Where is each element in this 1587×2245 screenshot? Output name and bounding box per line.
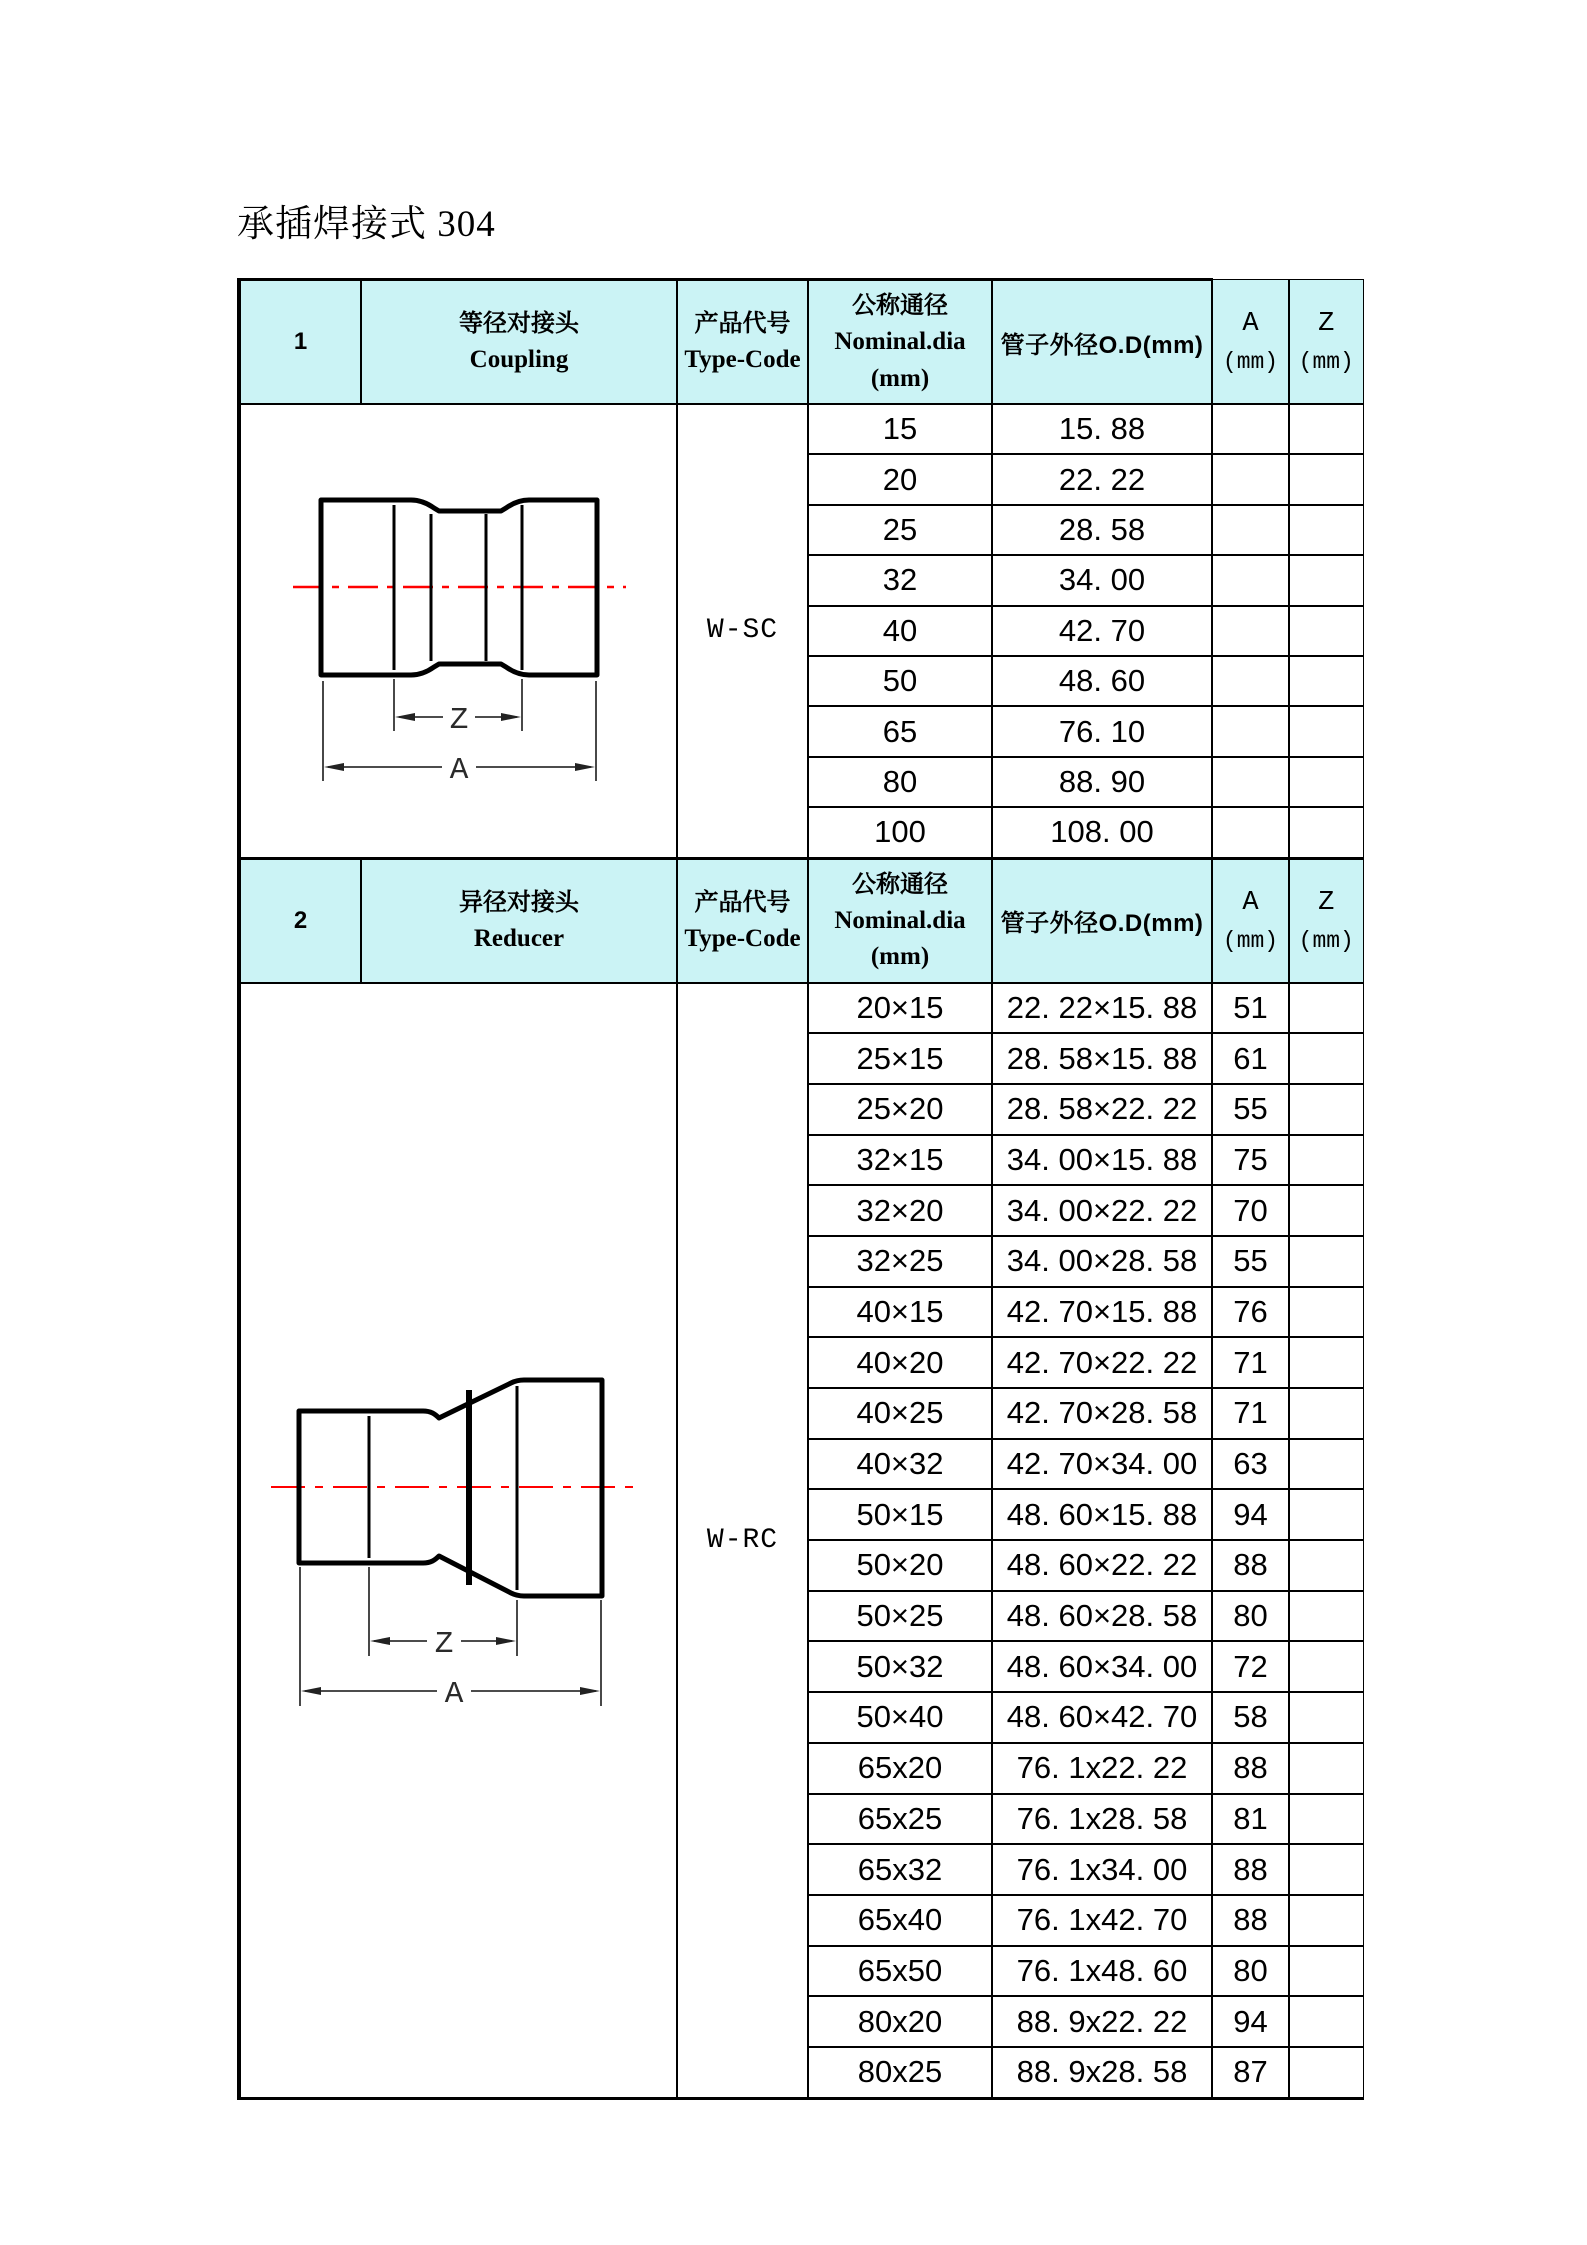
od-cell: 42. 70×22. 22 — [992, 1337, 1212, 1388]
a-cell — [1212, 807, 1289, 858]
a-cell — [1212, 555, 1289, 605]
a-col-header: A (mm) — [1212, 860, 1289, 983]
nominal-cell: 80x20 — [808, 1996, 992, 2047]
z-cell — [1289, 454, 1363, 504]
z-cell — [1289, 1388, 1363, 1439]
od-cell: 48. 60×15. 88 — [992, 1489, 1212, 1540]
section-name-en: Coupling — [469, 346, 569, 374]
a-cell: 94 — [1212, 1996, 1289, 2047]
nominal-cell: 40 — [808, 606, 992, 656]
reducer-section-table — [237, 860, 1364, 2100]
od-header: 管子外径O.D(mm) — [992, 280, 1212, 405]
nominal-cell: 32×25 — [808, 1236, 992, 1287]
od-cell: 48. 60×28. 58 — [992, 1591, 1212, 1642]
nominal-cell: 20×15 — [808, 983, 992, 1034]
od-cell: 48. 60 — [992, 656, 1212, 706]
od-cell: 34. 00 — [992, 555, 1212, 605]
a-cell: 70 — [1212, 1185, 1289, 1236]
z-cell — [1289, 1946, 1363, 1997]
a-cell — [1212, 656, 1289, 706]
od-cell: 28. 58×22. 22 — [992, 1084, 1212, 1135]
type-code-value: W-RC — [677, 983, 808, 2099]
od-cell: 34. 00×15. 88 — [992, 1135, 1212, 1186]
a-cell — [1212, 454, 1289, 504]
od-cell: 22. 22×15. 88 — [992, 983, 1212, 1034]
z-cell — [1289, 757, 1363, 807]
dim-z-label: Z — [449, 703, 469, 738]
a-cell: 51 — [1212, 983, 1289, 1034]
coupling-section-table — [237, 278, 1364, 860]
nominal-cell: 32×20 — [808, 1185, 992, 1236]
nominal-cell: 50 — [808, 656, 992, 706]
z-cell — [1289, 404, 1363, 454]
fittings-table — [237, 278, 1361, 2100]
table-row — [239, 983, 1363, 1034]
z-cell — [1289, 2047, 1363, 2098]
a-cell: 80 — [1212, 1591, 1289, 1642]
nominal-cell: 25×15 — [808, 1033, 992, 1084]
arrow-icon — [501, 713, 521, 721]
od-cell: 42. 70 — [992, 606, 1212, 656]
nominal-cell: 40×20 — [808, 1337, 992, 1388]
section-number: 1 — [239, 280, 361, 405]
od-cell: 88. 9x28. 58 — [992, 2047, 1212, 2098]
a-cell: 88 — [1212, 1540, 1289, 1591]
a-cell: 55 — [1212, 1084, 1289, 1135]
coupling-header-row — [239, 280, 1363, 405]
od-cell: 34. 00×28. 58 — [992, 1236, 1212, 1287]
section-number: 2 — [239, 860, 361, 983]
coupling-drawing — [241, 405, 677, 839]
od-cell: 42. 70×15. 88 — [992, 1287, 1212, 1338]
a-cell: 87 — [1212, 2047, 1289, 2098]
z-cell — [1289, 656, 1363, 706]
nominal-cell: 65x50 — [808, 1946, 992, 1997]
od-header: 管子外径O.D(mm) — [992, 860, 1212, 983]
reducer-header-row — [239, 860, 1363, 983]
od-cell: 88. 90 — [992, 757, 1212, 807]
od-cell: 42. 70×28. 58 — [992, 1388, 1212, 1439]
dim-a-label: A — [444, 1676, 464, 1712]
nominal-dia-header: 公称通径 Nominal.dia (mm) — [808, 860, 992, 983]
nominal-cell: 32×15 — [808, 1135, 992, 1186]
nominal-cell: 32 — [808, 555, 992, 605]
dim-a-label: A — [449, 753, 469, 788]
a-cell: 88 — [1212, 1844, 1289, 1895]
od-cell: 76. 10 — [992, 706, 1212, 756]
a-cell: 76 — [1212, 1287, 1289, 1338]
od-cell: 108. 00 — [992, 807, 1212, 858]
z-cell — [1289, 1996, 1363, 2047]
arrow-icon — [370, 1637, 390, 1645]
nominal-cell: 15 — [808, 404, 992, 454]
z-cell — [1289, 983, 1363, 1034]
nominal-cell: 100 — [808, 807, 992, 858]
type-code-header: 产品代号 Type-Code — [677, 860, 808, 983]
z-cell — [1289, 1084, 1363, 1135]
section-name — [361, 280, 677, 405]
nominal-cell: 50×32 — [808, 1641, 992, 1692]
nominal-cell: 50×20 — [808, 1540, 992, 1591]
od-cell: 48. 60×42. 70 — [992, 1692, 1212, 1743]
a-cell: 55 — [1212, 1236, 1289, 1287]
z-cell — [1289, 1743, 1363, 1794]
arrow-icon — [395, 713, 415, 721]
section-name — [361, 860, 677, 983]
z-cell — [1289, 807, 1363, 858]
a-cell: 58 — [1212, 1692, 1289, 1743]
arrow-icon — [324, 763, 344, 771]
nominal-cell: 40×32 — [808, 1439, 992, 1490]
od-cell: 76. 1x34. 00 — [992, 1844, 1212, 1895]
od-cell: 28. 58 — [992, 505, 1212, 555]
nominal-dia-header: 公称通径 Nominal.dia (mm) — [808, 280, 992, 405]
od-cell: 15. 88 — [992, 404, 1212, 454]
nominal-cell: 65x25 — [808, 1794, 992, 1845]
section-name-en: Reducer — [473, 924, 565, 952]
a-cell — [1212, 757, 1289, 807]
z-cell — [1289, 1844, 1363, 1895]
od-cell: 48. 60×22. 22 — [992, 1540, 1212, 1591]
nominal-cell: 65x20 — [808, 1743, 992, 1794]
a-cell: 81 — [1212, 1794, 1289, 1845]
z-cell — [1289, 1337, 1363, 1388]
z-cell — [1289, 1692, 1363, 1743]
nominal-cell: 25×20 — [808, 1084, 992, 1135]
arrow-icon — [580, 1687, 600, 1695]
reducer-drawing-cell — [239, 983, 677, 2099]
z-cell — [1289, 1641, 1363, 1692]
nominal-cell: 50×15 — [808, 1489, 992, 1540]
od-cell: 88. 9x22. 22 — [992, 1996, 1212, 2047]
nominal-cell: 25 — [808, 505, 992, 555]
z-cell — [1289, 1489, 1363, 1540]
z-cell — [1289, 505, 1363, 555]
a-cell: 75 — [1212, 1135, 1289, 1186]
nominal-cell: 40×25 — [808, 1388, 992, 1439]
od-cell: 28. 58×15. 88 — [992, 1033, 1212, 1084]
z-cell — [1289, 555, 1363, 605]
arrow-icon — [575, 763, 595, 771]
z-cell — [1289, 1033, 1363, 1084]
coupling-drawing-cell — [239, 404, 677, 858]
z-cell — [1289, 1895, 1363, 1946]
z-cell — [1289, 1540, 1363, 1591]
a-cell: 94 — [1212, 1489, 1289, 1540]
z-cell — [1289, 1591, 1363, 1642]
od-cell: 22. 22 — [992, 454, 1212, 504]
a-cell: 63 — [1212, 1439, 1289, 1490]
a-cell — [1212, 505, 1289, 555]
z-cell — [1289, 1287, 1363, 1338]
a-col-header: A (mm) — [1212, 280, 1289, 405]
od-cell: 48. 60×34. 00 — [992, 1641, 1212, 1692]
a-cell: 88 — [1212, 1895, 1289, 1946]
a-cell — [1212, 404, 1289, 454]
a-cell: 61 — [1212, 1033, 1289, 1084]
page-title: 承插焊接式 304 — [237, 204, 496, 245]
arrow-icon — [301, 1687, 321, 1695]
a-cell: 88 — [1212, 1743, 1289, 1794]
od-cell: 34. 00×22. 22 — [992, 1185, 1212, 1236]
z-cell — [1289, 1135, 1363, 1186]
nominal-cell: 80x25 — [808, 2047, 992, 2098]
a-cell: 72 — [1212, 1641, 1289, 1692]
nominal-cell: 50×25 — [808, 1591, 992, 1642]
od-cell: 76. 1x42. 70 — [992, 1895, 1212, 1946]
nominal-cell: 65x32 — [808, 1844, 992, 1895]
z-col-header: Z (mm) — [1289, 280, 1363, 405]
nominal-cell: 20 — [808, 454, 992, 504]
nominal-cell: 65 — [808, 706, 992, 756]
z-cell — [1289, 606, 1363, 656]
dim-z-label: Z — [434, 1626, 454, 1662]
z-cell — [1289, 1794, 1363, 1845]
a-cell — [1212, 606, 1289, 656]
section-name-cn: 异径对接头 — [459, 888, 579, 916]
z-cell — [1289, 1439, 1363, 1490]
a-cell: 71 — [1212, 1388, 1289, 1439]
od-cell: 76. 1x28. 58 — [992, 1794, 1212, 1845]
nominal-cell: 50×40 — [808, 1692, 992, 1743]
a-cell: 71 — [1212, 1337, 1289, 1388]
nominal-cell: 80 — [808, 757, 992, 807]
arrow-icon — [496, 1637, 516, 1645]
reducer-drawing — [241, 984, 677, 2052]
od-cell: 42. 70×34. 00 — [992, 1439, 1212, 1490]
od-cell: 76. 1x48. 60 — [992, 1946, 1212, 1997]
z-cell — [1289, 1236, 1363, 1287]
type-code-value: W-SC — [677, 404, 808, 858]
z-cell — [1289, 1185, 1363, 1236]
a-cell: 80 — [1212, 1946, 1289, 1997]
z-col-header: Z (mm) — [1289, 860, 1363, 983]
od-cell: 76. 1x22. 22 — [992, 1743, 1212, 1794]
section-name-cn: 等径对接头 — [459, 310, 579, 338]
a-cell — [1212, 706, 1289, 756]
nominal-cell: 65x40 — [808, 1895, 992, 1946]
type-code-header: 产品代号 Type-Code — [677, 280, 808, 405]
z-cell — [1289, 706, 1363, 756]
table-row — [239, 404, 1363, 454]
nominal-cell: 40×15 — [808, 1287, 992, 1338]
